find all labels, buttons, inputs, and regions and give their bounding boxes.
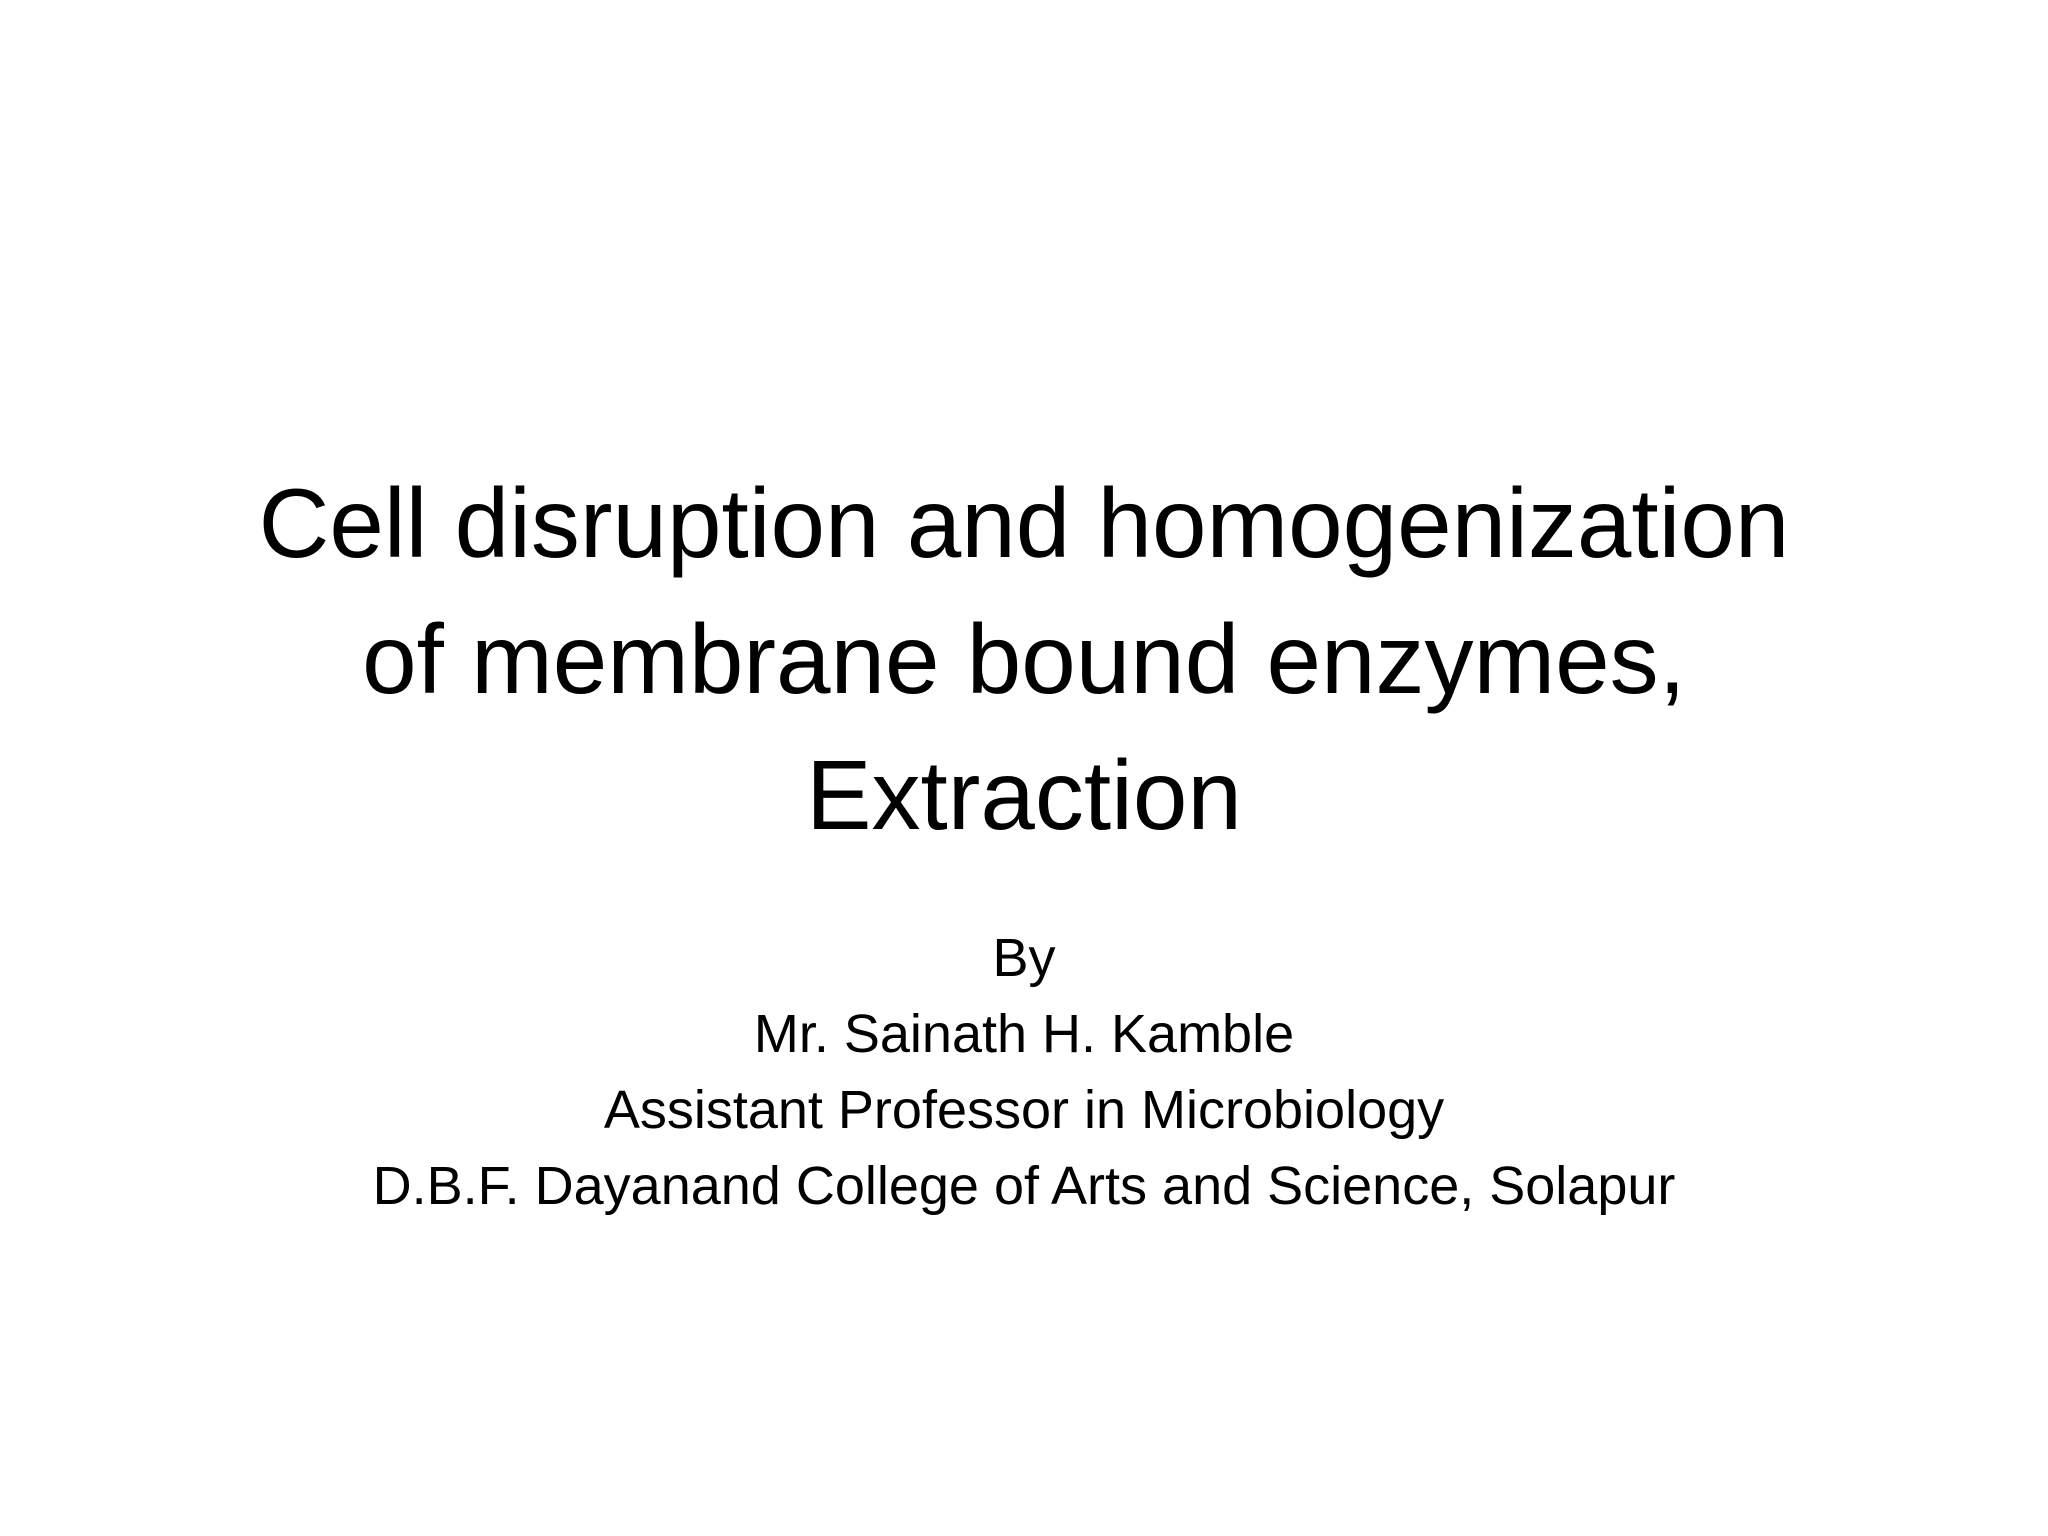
slide-subtitle [154,920,1894,1224]
title-line-1: Cell disruption and homogenization [258,468,1790,578]
subtitle-position: Assistant Professor in Microbiology [603,1080,1445,1140]
slide-title [154,455,1894,863]
subtitle-author: Mr. Sainath H. Kamble [753,1004,1295,1064]
subtitle-institution: D.B.F. Dayanand College of Arts and Science, Solapur [372,1156,1676,1216]
title-line-3: Extraction [806,740,1242,850]
title-line-2: of membrane bound enzymes, [362,604,1686,714]
subtitle-by: By [992,928,1056,988]
